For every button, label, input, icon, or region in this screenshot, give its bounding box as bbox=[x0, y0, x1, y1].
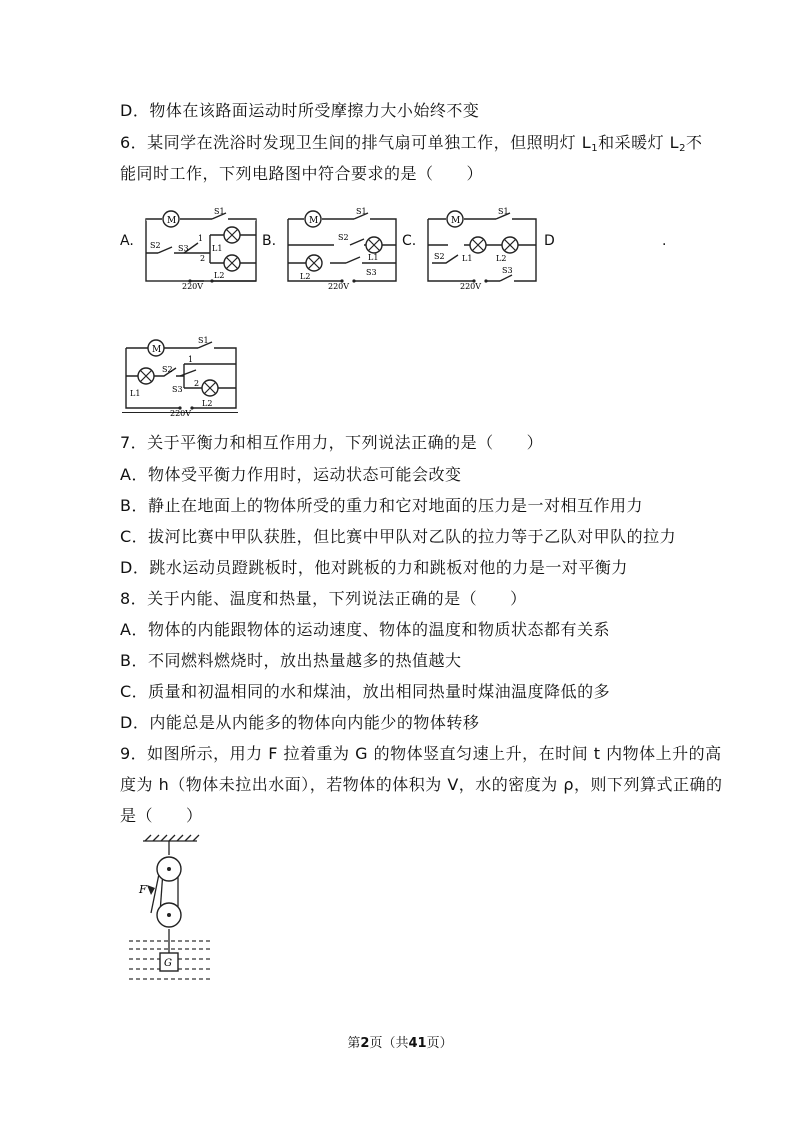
voltage-label: 220V bbox=[460, 282, 482, 291]
l2-label: L2 bbox=[496, 254, 507, 263]
l2-label: L2 bbox=[214, 271, 225, 280]
motor-label: M bbox=[451, 216, 461, 226]
circuit-diagram-c bbox=[422, 205, 542, 295]
q8-stem: 8．关于内能、温度和热量，下列说法正确的是（ ） bbox=[120, 589, 527, 608]
q7-option-b: B．静止在地面上的物体所受的重力和它对地面的压力是一对相互作用力 bbox=[120, 496, 643, 515]
l1-label: L1 bbox=[212, 244, 223, 253]
page-footer bbox=[0, 1032, 800, 1051]
voltage-label: 220V bbox=[182, 282, 204, 291]
voltage-label: 220V bbox=[170, 409, 192, 418]
q7-option-c: C．拔河比赛中甲队获胜，但比赛中甲队对乙队的拉力等于乙队对甲队的拉力 bbox=[120, 527, 677, 546]
s2-label: S2 bbox=[434, 252, 445, 261]
s1-label: S1 bbox=[356, 207, 367, 216]
circuit-diagram-d bbox=[118, 334, 242, 418]
s1-label: S1 bbox=[214, 207, 225, 216]
option-d-dot: . bbox=[662, 233, 667, 249]
q6-text-b: 和采暖灯 L bbox=[598, 133, 680, 152]
q5-option-d: D．物体在该路面运动时所受摩擦力大小始终不变 bbox=[120, 101, 480, 120]
s1-label: S1 bbox=[498, 207, 509, 216]
s1-label: S1 bbox=[198, 336, 209, 345]
footer-post: 页） bbox=[426, 1036, 453, 1051]
l2-label: L2 bbox=[202, 399, 213, 408]
circuit-diagram-a bbox=[140, 205, 262, 295]
q6-stem-line1 bbox=[120, 130, 702, 154]
voltage-label: 220V bbox=[328, 282, 350, 291]
footer-mid: 页（共 bbox=[369, 1036, 409, 1051]
q9-stem-line3: 是（ ） bbox=[120, 806, 203, 825]
l2-label: L2 bbox=[300, 272, 311, 281]
s3-label: S3 bbox=[172, 385, 183, 394]
q7-option-a: A．物体受平衡力作用时，运动状态可能会改变 bbox=[120, 465, 462, 484]
s2-label: S2 bbox=[150, 241, 161, 250]
motor-label: M bbox=[309, 216, 319, 226]
force-arrow-icon bbox=[147, 885, 155, 895]
s3-label: S3 bbox=[502, 266, 513, 275]
footer-total-pages: 41 bbox=[408, 1036, 427, 1051]
weight-label: G bbox=[164, 958, 172, 969]
s3-label: S3 bbox=[178, 244, 189, 253]
q7-option-d: D．跳水运动员蹬跳板时，他对跳板的力和跳板对他的力是一对平衡力 bbox=[120, 558, 628, 577]
option-d-label: D bbox=[544, 233, 555, 249]
q8-option-c: C．质量和初温相同的水和煤油，放出相同热量时煤油温度降低的多 bbox=[120, 682, 611, 701]
s2-label: S2 bbox=[162, 365, 173, 374]
pulley-diagram bbox=[125, 833, 215, 985]
l1-label: L1 bbox=[462, 254, 473, 263]
circuit-diagram-b bbox=[282, 205, 402, 295]
q6-sub-2: 2 bbox=[679, 143, 686, 154]
q8-option-a: A．物体的内能跟物体的运动速度、物体的温度和物质状态都有关系 bbox=[120, 620, 610, 639]
motor-label: M bbox=[152, 345, 162, 355]
footer-page-number: 2 bbox=[360, 1036, 370, 1051]
q6-stem-line2: 能同时工作，下列电路图中符合要求的是（ ） bbox=[120, 164, 484, 183]
option-c-label: C. bbox=[402, 233, 417, 249]
footer-pre: 第 bbox=[347, 1036, 361, 1051]
node-1-label: 1 bbox=[188, 355, 194, 364]
l1-label: L1 bbox=[368, 253, 379, 262]
motor-label: M bbox=[167, 216, 177, 226]
l1-label: L1 bbox=[130, 389, 141, 398]
option-a-label: A. bbox=[120, 233, 134, 249]
node-2-label: 2 bbox=[200, 254, 206, 263]
q9-stem-line2: 度为 h（物体未拉出水面），若物体的体积为 V，水的密度为 ρ，则下列算式正确的 bbox=[120, 775, 723, 794]
force-label: F bbox=[139, 883, 147, 896]
q8-option-b: B．不同燃料燃烧时，放出热量越多的热值越大 bbox=[120, 651, 462, 670]
s2-label: S2 bbox=[338, 233, 349, 242]
q9-stem-line1: 9．如图所示，用力 F 拉着重为 G 的物体竖直匀速上升，在时间 t 内物体上升的高 bbox=[120, 744, 722, 763]
s3-label: S3 bbox=[366, 268, 377, 277]
q6-sub-1: 1 bbox=[591, 143, 599, 154]
q7-stem: 7．关于平衡力和相互作用力，下列说法正确的是（ ） bbox=[120, 433, 544, 452]
q8-option-d: D．内能总是从内能多的物体向内能少的物体转移 bbox=[120, 713, 480, 732]
node-1-label: 1 bbox=[198, 234, 204, 243]
q6-text-c: 不 bbox=[685, 133, 703, 152]
option-b-label: B. bbox=[262, 233, 277, 249]
q6-text-a: 6．某同学在洗浴时发现卫生间的排气扇可单独工作，但照明灯 L bbox=[120, 133, 592, 152]
node-2-label: 2 bbox=[194, 379, 200, 388]
